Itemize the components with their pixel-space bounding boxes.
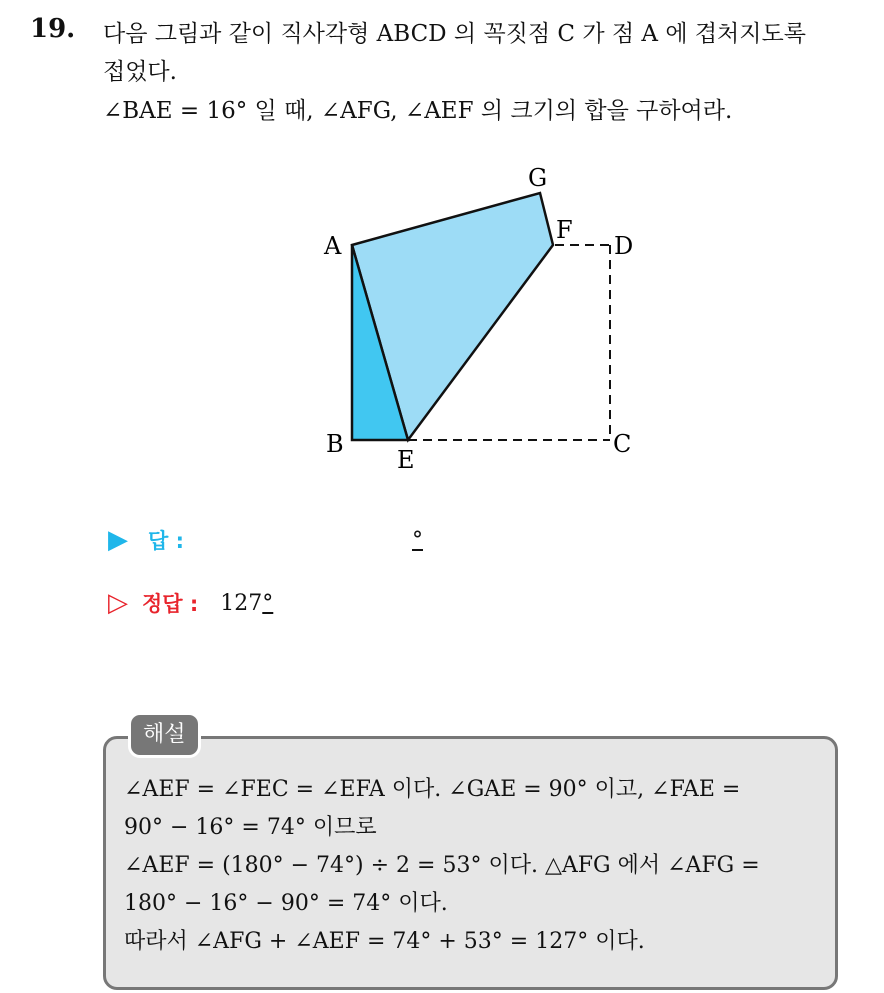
question-text-line-1: 다음 그림과 같이 직사각형 ABCD 의 꼭짓점 C 가 점 A 에 겹처지도록: [103, 21, 806, 47]
explanation-line: 90° − 16° = 74° 이므로: [124, 815, 377, 840]
explanation-line: 180° − 16° − 90° = 74° 이다.: [124, 891, 448, 916]
correct-answer-row: [108, 588, 273, 618]
vertex-label-c: C: [613, 430, 632, 458]
question-condition: ∠BAE = 16° 일 때, ∠AFG, ∠AEF 의 크기의 합을 구하여라.: [103, 98, 733, 124]
answer-unit: °: [412, 527, 423, 553]
explanation-line: ∠AEF = (180° − 74°) ÷ 2 = 53° 이다. △AFG 에서 ∠AFG =: [124, 853, 760, 878]
explanation-line: ∠AEF = ∠FEC = ∠EFA 이다. ∠GAE = 90° 이고, ∠FAE =: [124, 777, 741, 802]
vertex-label-b: B: [326, 430, 344, 458]
question-text-line-2: 접었다.: [103, 59, 177, 85]
vertex-label-a: A: [324, 232, 342, 260]
explanation-line: 따라서 ∠AFG + ∠AEF = 74° + 53° = 127° 이다.: [124, 929, 645, 954]
answer-row: [108, 525, 423, 555]
explanation-tab: 해설: [128, 712, 201, 758]
vertex-label-e: E: [397, 446, 415, 474]
vertex-label-g: G: [528, 164, 548, 192]
play-triangle-filled-icon: ▶: [108, 525, 128, 555]
play-triangle-outline-icon: ▷: [108, 588, 128, 618]
correct-answer-value: 127: [220, 590, 263, 616]
folded-rectangle-figure: [300, 150, 660, 480]
question-number: 19.: [30, 14, 76, 44]
correct-answer-unit: °: [262, 590, 274, 616]
answer-label: 답 :: [148, 529, 184, 553]
vertex-label-f: F: [556, 216, 573, 244]
vertex-label-d: D: [614, 232, 634, 260]
correct-answer-label: 정답 :: [142, 592, 199, 616]
